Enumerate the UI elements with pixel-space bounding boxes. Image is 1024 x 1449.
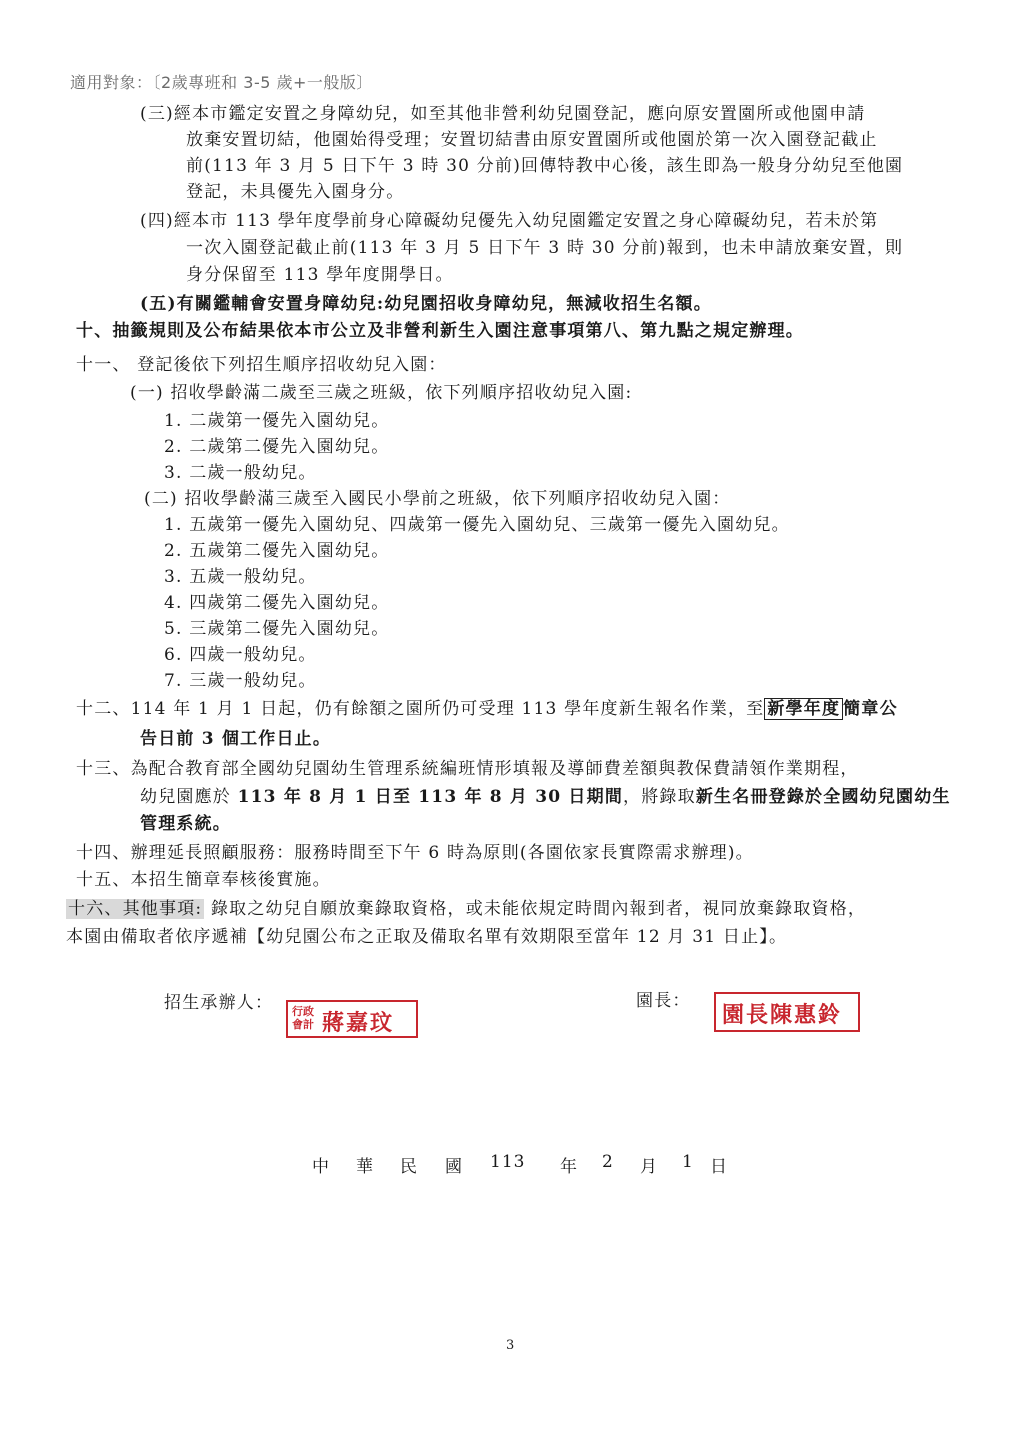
- body-line: 6. 四歲一般幼兒。: [164, 645, 317, 665]
- item-12-bold-text: 簡章公: [843, 699, 898, 719]
- handler-stamp-title: 行政會計: [292, 1005, 314, 1031]
- date-part: 日: [710, 1157, 728, 1177]
- body-line: 1. 五歲第一優先入園幼兒、四歲第一優先入園幼兒、三歲第一優先入園幼兒。: [164, 515, 790, 535]
- body-line: (二) 招收學齡滿三歲至入國民小學前之班級，依下列順序招收幼兒入園：: [144, 489, 731, 509]
- page-number: 3: [506, 1338, 515, 1353]
- date-part: 年: [560, 1157, 578, 1177]
- item-12-text: 十二、114 年 1 月 1 日起，仍有餘額之園所仍可受理 113 學年度新生報名作業，至: [76, 699, 765, 719]
- body-line: 7. 三歲一般幼兒。: [164, 671, 317, 691]
- director-stamp-name: 園長陳惠鈴: [722, 1002, 843, 1028]
- body-line: 1. 二歲第一優先入園幼兒。: [164, 411, 390, 431]
- item-16-line-2: 本園由備取者依序遞補【幼兒園公布之正取及備取名單有效期限至當年 12 月 31 日止】。: [66, 927, 788, 947]
- body-line: 5. 三歲第二優先入園幼兒。: [164, 619, 390, 639]
- item-13-text-a: 幼兒園應於: [140, 787, 238, 807]
- item-15: 十五、本招生簡章奉核後實施。: [76, 870, 331, 890]
- body-line: (五)有關鑑輔會安置身障幼兒:幼兒園招收身障幼兒，無減收招生名額。: [140, 294, 712, 314]
- body-line: (三)經本市鑑定安置之身障幼兒，如至其他非營利幼兒園登記，應向原安置園所或他園申請: [140, 104, 866, 124]
- body-line: 十、抽籤規則及公布結果依本市公立及非營利新生入園注意事項第八、第九點之規定辦理。: [76, 321, 804, 341]
- handler-stamp: [286, 1000, 418, 1038]
- body-line: 身分保留至 113 學年度開學日。: [186, 265, 454, 285]
- item-12-boxed-term: 新學年度: [764, 698, 843, 720]
- date-part: 華: [356, 1157, 374, 1177]
- director-stamp: [714, 992, 860, 1032]
- body-line: 2. 五歲第二優先入園幼兒。: [164, 541, 390, 561]
- item-16-line-1: [66, 898, 866, 920]
- body-line: 放棄安置切結，他園始得受理；安置切結書由原安置園所或他園於第一次入園登記截止: [186, 130, 878, 150]
- item-13-text-c: ，將錄取: [623, 787, 696, 807]
- item-13-line-3: 管理系統。: [140, 814, 231, 834]
- date-part: 113: [490, 1152, 526, 1172]
- body-line: 4. 四歲第二優先入園幼兒。: [164, 593, 390, 613]
- body-line: (四)經本市 113 學年度學前身心障礙幼兒優先入幼兒園鑑定安置之身心障礙幼兒，若未於第: [140, 211, 879, 231]
- item-12-line-1: [76, 698, 898, 720]
- item-13-period: 113 年 8 月 1 日至 113 年 8 月 30 日期間: [237, 787, 624, 807]
- item-14: 十四、辦理延長照顧服務：服務時間至下午 6 時為原則(各園依家長實際需求辦理)。: [76, 843, 754, 863]
- body-line: (一) 招收學齡滿二歲至三歲之班級，依下列順序招收幼兒入園:: [130, 383, 633, 403]
- item-16-label: 十六、其他事項:: [68, 899, 203, 919]
- item-13-line-1: 十三、為配合教育部全國幼兒園幼生管理系統編班情形填報及導師費差額與教保費請領作業期程，: [76, 759, 859, 779]
- date-part: 2: [602, 1152, 614, 1172]
- body-line: 2. 二歲第二優先入園幼兒。: [164, 437, 390, 457]
- item-16-text: 錄取之幼兒自願放棄錄取資格，或未能依規定時間內報到者，視同放棄錄取資格，: [204, 899, 867, 919]
- handler-label: 招生承辦人：: [164, 993, 274, 1013]
- body-line: 前(113 年 3 月 5 日下午 3 時 30 分前)回傳特教中心後，該生即為一般身分幼兒至他園: [186, 156, 904, 176]
- date-part: 民: [400, 1157, 418, 1177]
- body-line: 3. 二歲一般幼兒。: [164, 463, 317, 483]
- handler-stamp-name: 蔣嘉玟: [322, 1010, 395, 1036]
- body-line: 3. 五歲一般幼兒。: [164, 567, 317, 587]
- item-12-line-2: 告日前 3 個工作日止。: [140, 729, 332, 749]
- body-line: 一次入園登記截止前(113 年 3 月 5 日下午 3 時 30 分前)報到，也未申請放棄安置，則: [186, 238, 904, 258]
- date-part: 月: [640, 1157, 658, 1177]
- item-13-line-2: [140, 786, 951, 808]
- body-line: 十一、 登記後依下列招生順序招收幼兒入園：: [76, 355, 447, 375]
- date-part: 1: [682, 1152, 694, 1172]
- body-line: 登記，未具優先入園身分。: [186, 182, 405, 202]
- item-13-bold-d: 新生名冊登錄於全國幼兒園幼生: [695, 787, 951, 807]
- director-label: 園長：: [636, 991, 691, 1011]
- header-scope: 適用對象：〔2歲專班和 3-5 歲+一般版〕: [70, 73, 373, 92]
- date-part: 中: [312, 1157, 330, 1177]
- date-part: 國: [445, 1157, 463, 1177]
